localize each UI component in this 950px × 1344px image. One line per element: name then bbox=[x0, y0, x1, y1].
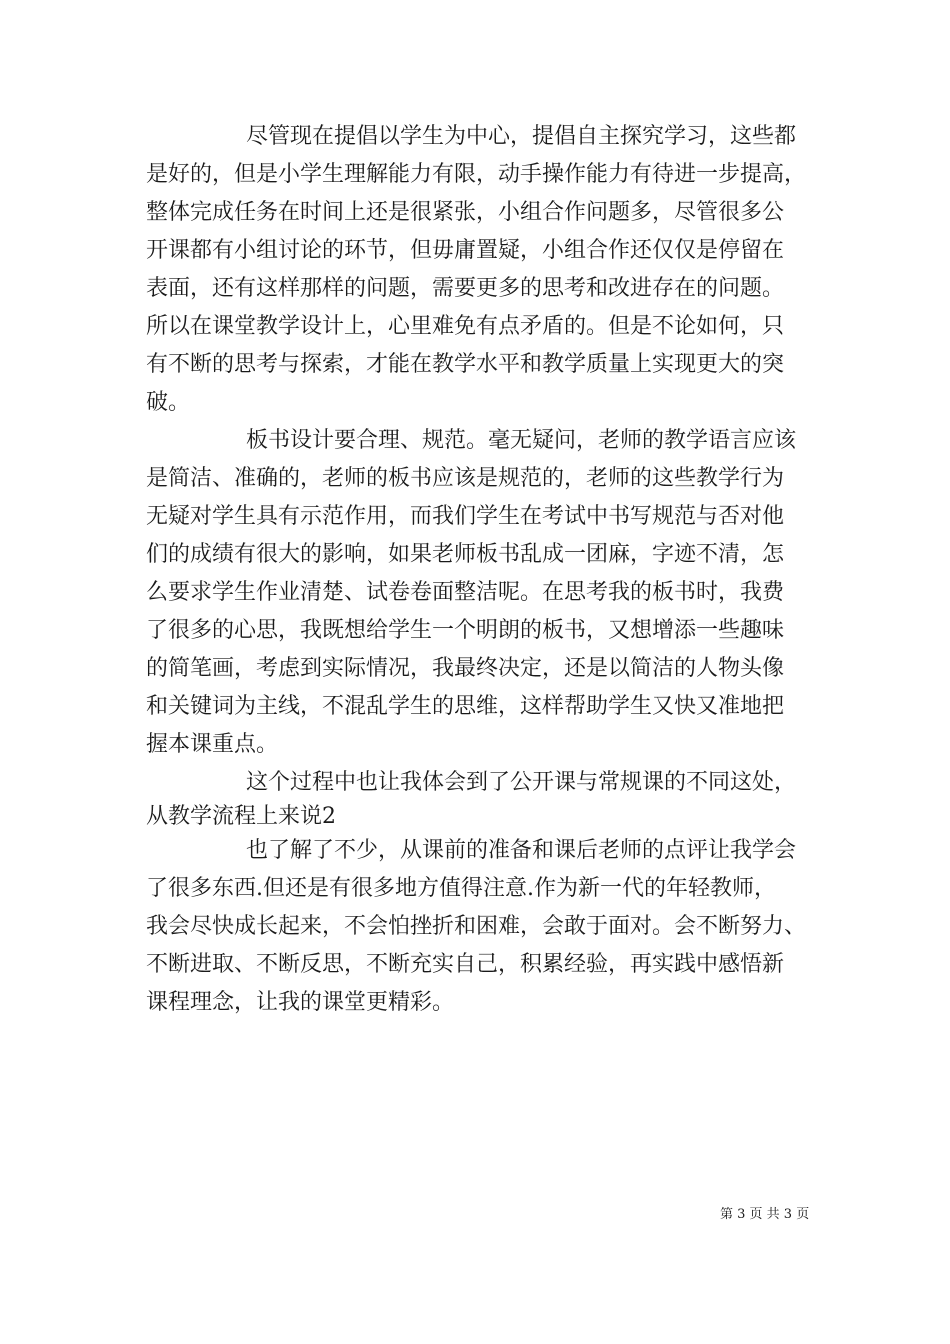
text-line: 这个过程中也让我体会到了公开课与常规课的不同这处， bbox=[246, 770, 797, 795]
text-line: 所以在课堂教学设计上，心里难免有点矛盾的。但是不论如何，只 bbox=[146, 314, 785, 339]
text-line: 是好的，但是小学生理解能力有限，动手操作能力有待进一步提高， bbox=[146, 162, 807, 187]
text-line: 无疑对学生具有示范作用，而我们学生在考试中书写规范与否对他 bbox=[146, 504, 785, 529]
text-line: 尽管现在提倡以学生为中心，提倡自主探究学习，这些都 bbox=[246, 124, 797, 149]
text-line: 了很多的心思，我既想给学生一个明朗的板书，又想增添一些趣味 bbox=[146, 618, 785, 643]
text-line: 整体完成任务在时间上还是很紧张，小组合作问题多，尽管很多公 bbox=[146, 200, 785, 225]
text-line: 不断进取、不断反思，不断充实自己，积累经验，再实践中感悟新 bbox=[146, 952, 785, 977]
text-line: 有不断的思考与探索，才能在教学水平和教学质量上实现更大的突 bbox=[146, 352, 785, 377]
text-line: 我会尽快成长起来，不会怕挫折和困难，会敢于面对。会不断努力、 bbox=[146, 914, 807, 939]
text-line: 么要求学生作业清楚、试卷卷面整洁呢。在思考我的板书时，我费 bbox=[146, 580, 785, 605]
text-line: 和关键词为主线，不混乱学生的思维，这样帮助学生又快又准地把 bbox=[146, 694, 785, 719]
text-line: 开课都有小组讨论的环节，但毋庸置疑，小组合作还仅仅是停留在 bbox=[146, 238, 785, 263]
text-line: 握本课重点。 bbox=[146, 732, 279, 757]
text-line: 的简笔画，考虑到实际情况，我最终决定，还是以简洁的人物头像 bbox=[146, 656, 785, 681]
text-line: 们的成绩有很大的影响，如果老师板书乱成一团麻，字迹不清，怎 bbox=[146, 542, 785, 567]
page-number: 第 3 页 共 3 页 bbox=[720, 1207, 810, 1222]
text-line: 表面，还有这样那样的问题，需要更多的思考和改进存在的问题。 bbox=[146, 276, 785, 301]
text-line: 板书设计要合理、规范。毫无疑问，老师的教学语言应该 bbox=[246, 428, 797, 453]
text-line: 也了解了不少，从课前的准备和课后老师的点评让我学会 bbox=[246, 838, 797, 863]
text-line: 了很多东西.但还是有很多地方值得注意.作为新一代的年轻教师， bbox=[146, 876, 776, 901]
text-line: 从教学流程上来说2 bbox=[146, 804, 336, 829]
text-line: 课程理念，让我的课堂更精彩。 bbox=[146, 990, 455, 1015]
text-line: 破。 bbox=[146, 390, 191, 415]
text-line: 是简洁、准确的，老师的板书应该是规范的，老师的这些教学行为 bbox=[146, 466, 785, 491]
